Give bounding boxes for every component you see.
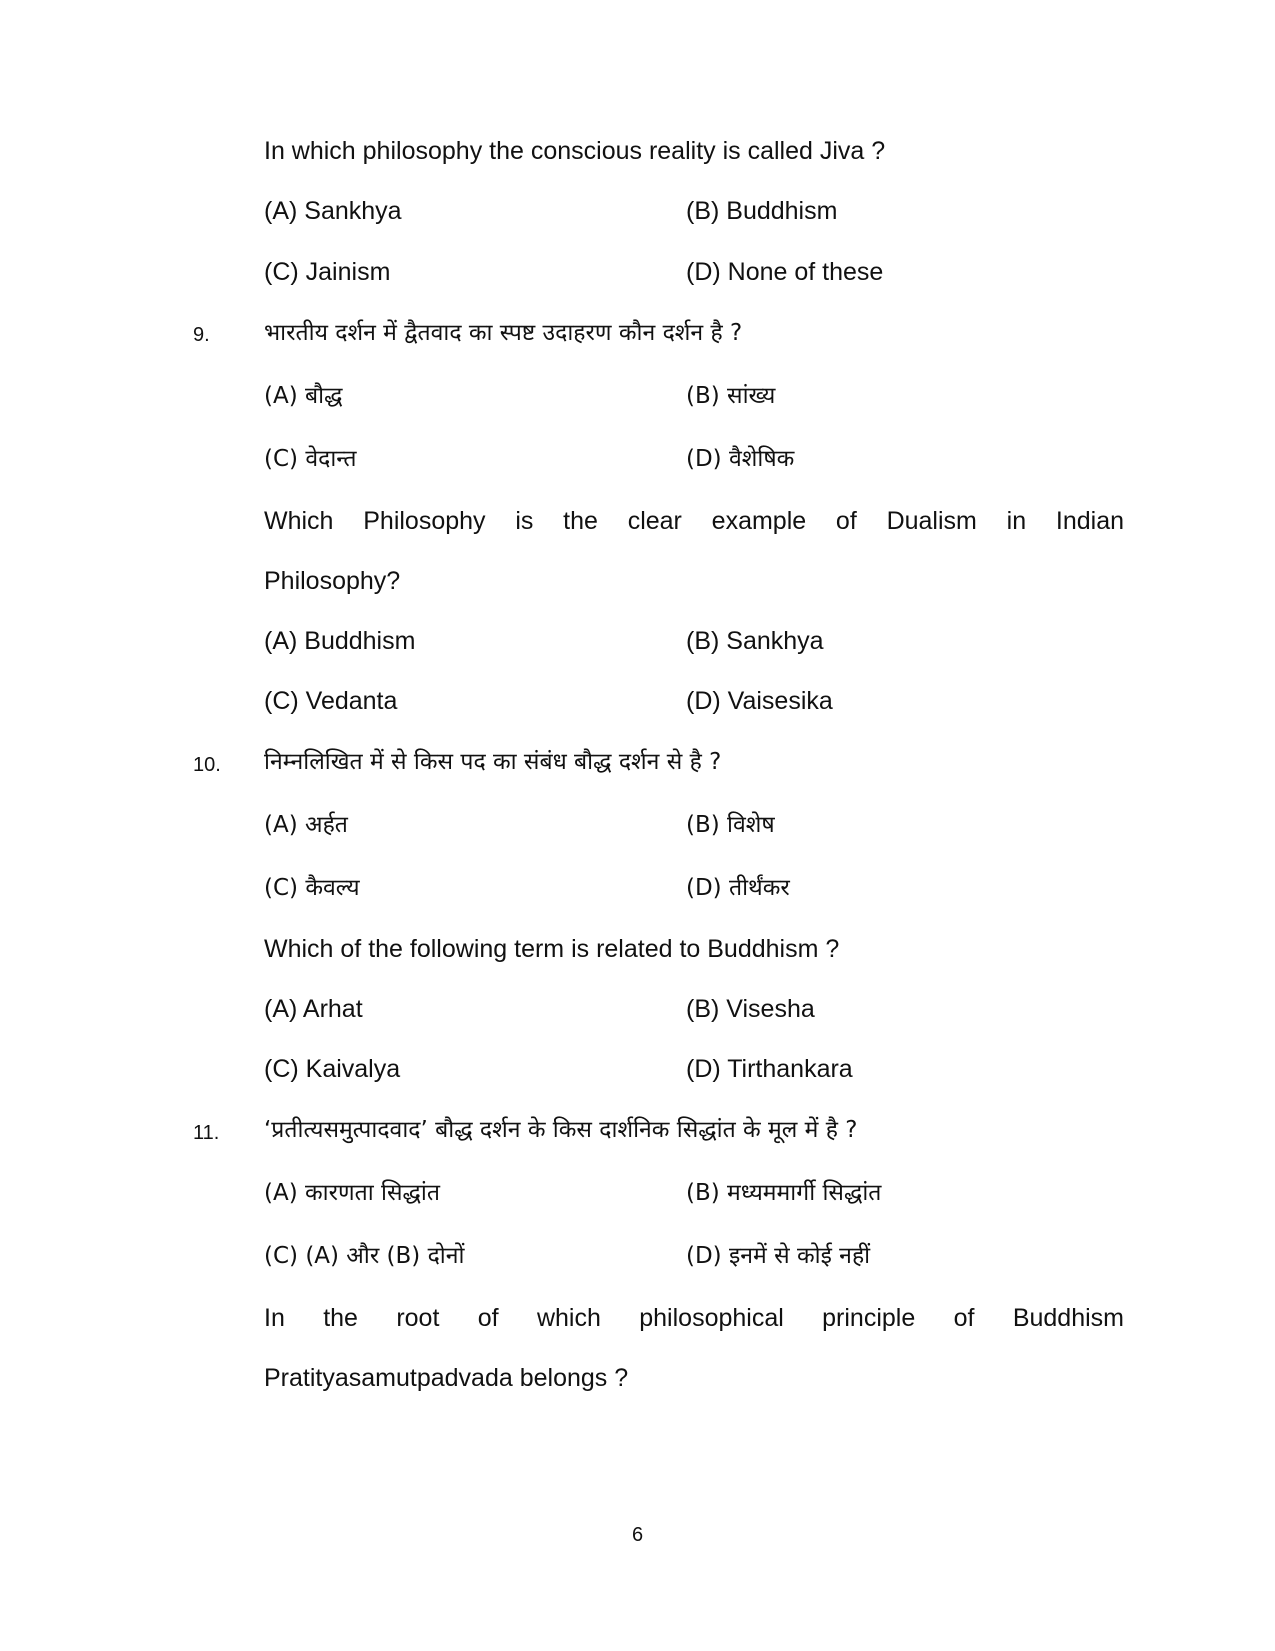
q10-hindi-option-d: (D) तीर्थंकर — [686, 875, 790, 901]
q9-hindi-option-a: (A) बौद्ध — [264, 383, 343, 409]
page-number: 6 — [631, 1524, 644, 1546]
q10-option-b: (B) Visesha — [686, 995, 815, 1023]
question-8-english-text: In which philosophy the conscious reality is called Jiva ? — [264, 137, 886, 165]
question-9-english-line2: Philosophy? — [264, 567, 401, 595]
question-9-english-line1: Which Philosophy is the clear example of Dualism in Indian — [264, 507, 1124, 535]
question-11-hindi-text: ‘प्रतीत्यसमुत्पादवाद’ बौद्ध दर्शन के किस दार्शनिक सिद्धांत के मूल में है ? — [264, 1117, 858, 1143]
q11-hindi-option-a: (A) कारणता सिद्धांत — [264, 1180, 440, 1206]
q10-option-a: (A) Arhat — [264, 995, 363, 1023]
q9-hindi-option-c: (C) वेदान्त — [264, 446, 357, 472]
q11-hindi-option-d: (D) इनमें से कोई नहीं — [686, 1243, 871, 1269]
q8-option-b: (B) Buddhism — [686, 197, 838, 225]
question-10-hindi-text: निम्नलिखित में से किस पद का संबंध बौद्ध दर्शन से है ? — [264, 749, 722, 775]
q9-hindi-option-d: (D) वैशेषिक — [686, 446, 795, 472]
question-10-number: 10. — [193, 754, 221, 776]
question-11-english-line1: In the root of which philosophical principle of Buddhism — [264, 1304, 1124, 1332]
q8-option-d: (D) None of these — [686, 258, 884, 286]
q9-hindi-option-b: (B) सांख्य — [686, 383, 776, 409]
q10-hindi-option-c: (C) कैवल्य — [264, 875, 360, 901]
q10-hindi-option-b: (B) विशेष — [686, 812, 775, 838]
q11-hindi-option-c: (C) (A) और (B) दोनों — [264, 1243, 465, 1269]
q9-option-c: (C) Vedanta — [264, 687, 398, 715]
q11-hindi-option-b: (B) मध्यममार्गी सिद्धांत — [686, 1180, 882, 1206]
q10-option-c: (C) Kaivalya — [264, 1055, 401, 1083]
q10-hindi-option-a: (A) अर्हत — [264, 812, 348, 838]
q8-option-a: (A) Sankhya — [264, 197, 402, 225]
q8-option-c: (C) Jainism — [264, 258, 391, 286]
q9-option-b: (B) Sankhya — [686, 627, 824, 655]
question-11-number: 11. — [193, 1122, 220, 1144]
question-10-english-text: Which of the following term is related to Buddhism ? — [264, 935, 840, 963]
q9-option-d: (D) Vaisesika — [686, 687, 833, 715]
q9-option-a: (A) Buddhism — [264, 627, 416, 655]
question-9-number: 9. — [193, 324, 210, 346]
question-11-english-line2: Pratityasamutpadvada belongs ? — [264, 1364, 629, 1392]
question-9-hindi-text: भारतीय दर्शन में द्वैतवाद का स्पष्ट उदाहरण कौन दर्शन है ? — [264, 320, 743, 346]
q10-option-d: (D) Tirthankara — [686, 1055, 853, 1083]
